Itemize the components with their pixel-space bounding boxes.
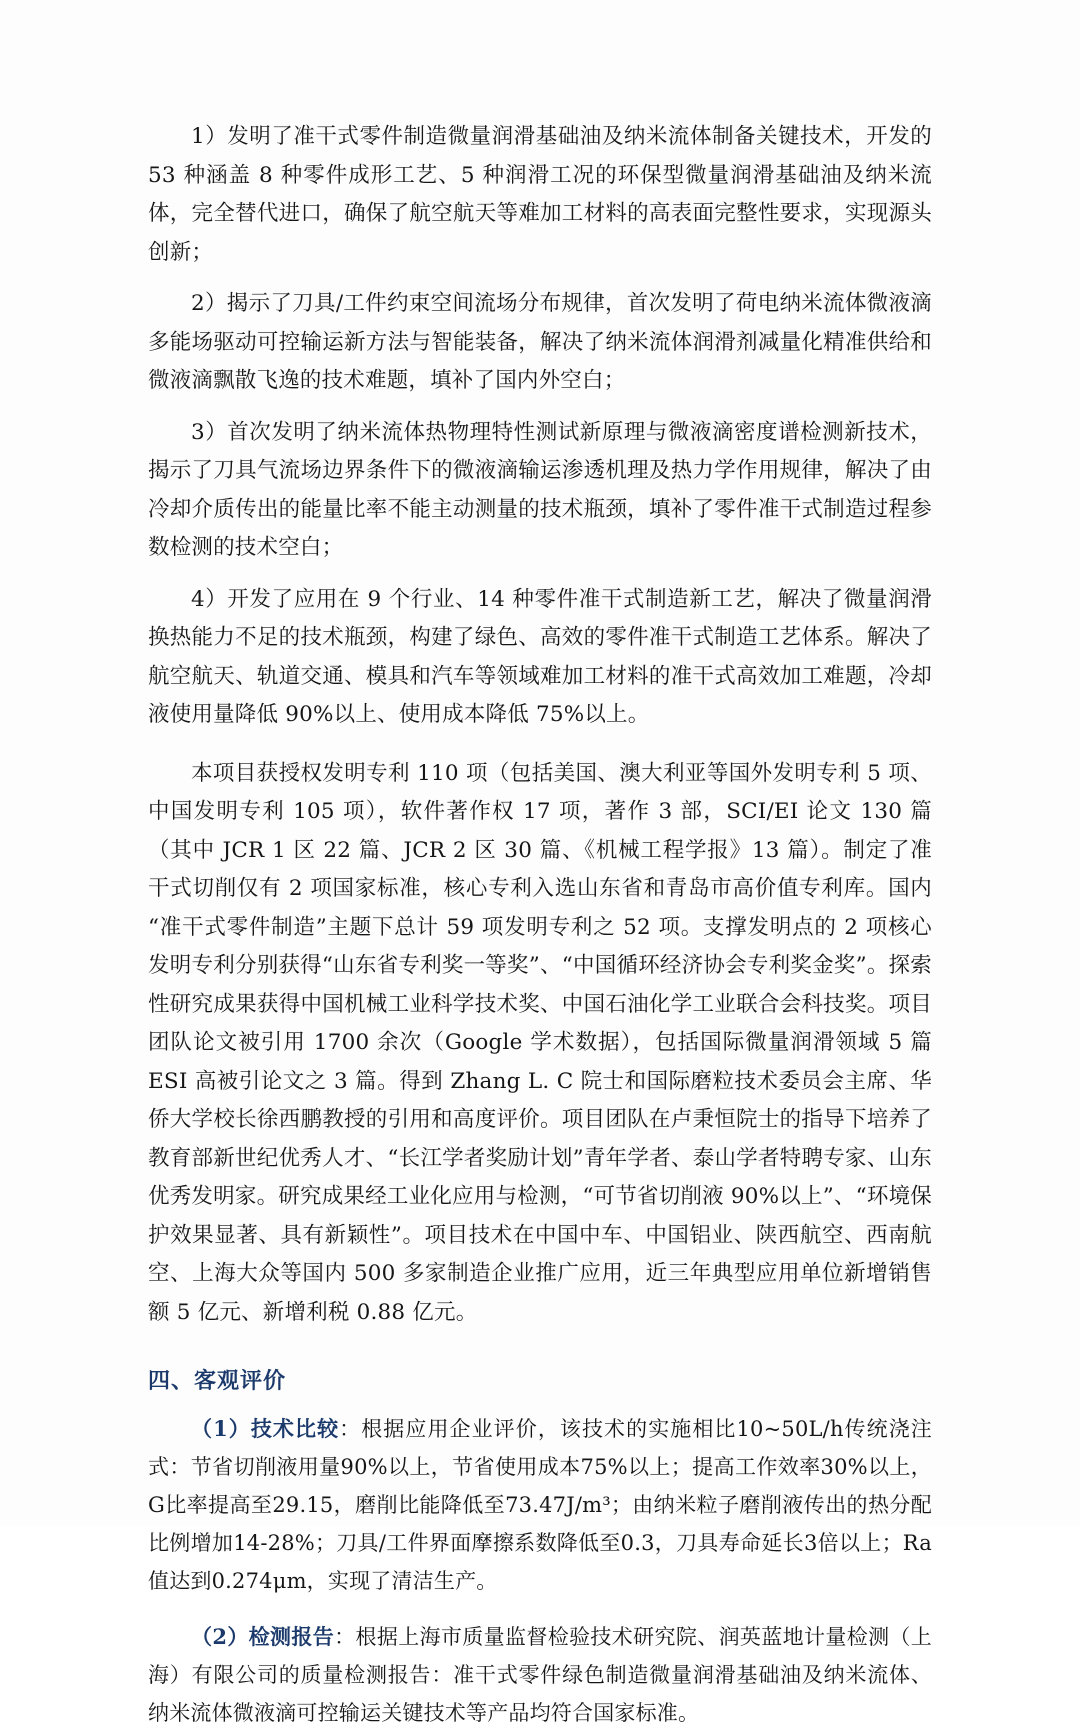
evaluation-item-2-separator: ： xyxy=(334,1625,356,1649)
paragraph-2: 2）揭示了刀具/工件约束空间流场分布规律，首次发明了荷电纳米流体微液滴多能场驱动可控输运新方法与智能装备，解决了纳米流体润滑剂减量化精准供给和微液滴飘散飞逸的技术难题，填补了国内外空白； xyxy=(148,291,932,393)
evaluation-item-2-label: （2）检测报告 xyxy=(191,1624,335,1649)
paragraph-4: 4）开发了应用在 9 个行业、14 种零件准干式制造新工艺，解决了微量润滑换热能力不足的技术瓶颈，构建了绿色、高效的零件准干式制造工艺体系。解决了航空航天、轨道交通、模具和汽车等领域难加工材料的准干式高效加工难题，冷却液使用量降低 90%以上、使用成本降低 75%以上。 xyxy=(148,586,932,727)
evaluation-item-1-separator: ： xyxy=(339,1417,362,1441)
paragraph-1: 1）发明了准干式零件制造微量润滑基础油及纳米流体制备关键技术，开发的 53 种涵盖 8 种零件成形工艺、5 种润滑工况的环保型微量润滑基础油及纳米流体，完全替代进口，确保了航空航天等难加工材料的高表面完整性要求，实现源头创新； xyxy=(148,124,932,265)
paragraph-5: 本项目获授权发明专利 110 项（包括美国、澳大利亚等国外发明专利 5 项、中国发明专利 105 项），软件著作权 17 项，著作 3 部，SCI/EI 论文 130 篇（其中 JCR 1 区 22 篇、JCR 2 区 30 篇、《机械工程学报》13 篇）。制定了准干式切削仅有 2 项国家标准，核心专利入选山东省和青岛市高价值专利库。国内“准干式零件制造”主题下总计 59 项发明专利之 52 项。支撑发明点的 2 项核心发明专利分别获得“山东省专利奖一等奖”、“中国循环经济协会专利奖金奖”。探索性研究成果获得中国机械工业科学技术奖、中国石油化学工业联合会科技奖。项目团队论文被引用 1700 余次（Google 学术数据），包括国际微量润滑领域 5 篇 ESI 高被引论文之 3 篇。得到 Zhang L. C 院士和国际磨粒技术委员会主席、华侨大学校长徐西鹏教授的引用和高度评价。项目团队在卢秉恒院士的指导下培养了教育部新世纪优秀人才、“长江学者奖励计划”青年学者、泰山学者特聘专家、山东优秀发明家。研究成果经工业化应用与检测，“可节省切削液 90%以上”、“环境保护效果显著、具有新颖性”。项目技术在中国中车、中国铝业、陕西航空、西南航空、上海大众等国内 500 多家制造企业推广应用，近三年典型应用单位新增销售额 5 亿元、新增利税 0.88 亿元。 xyxy=(148,760,932,1325)
evaluation-item-1-label: （1）技术比较 xyxy=(191,1416,340,1441)
evaluation-item-2 xyxy=(148,1618,932,1732)
evaluation-item-1-text: 根据应用企业评价，该技术的实施相比10~50L/h传统浇注式：节省切削液用量90%以上，节省使用成本75%以上；提高工作效率30%以上，G比率提高至29.15，磨削比能降低至73.47J/m³；由纳米粒子磨削液传出的热分配比例增加14-28%；刀具/工件界面摩擦系数降低至0.3，刀具寿命延长3倍以上；Ra值达到0.274μm，实现了清洁生产。 xyxy=(148,1417,932,1593)
section-heading-objective-evaluation: 四、客观评价 xyxy=(148,1368,287,1394)
paragraph-3: 3）首次发明了纳米流体热物理特性测试新原理与微液滴密度谱检测新技术，揭示了刀具气流场边界条件下的微液滴输运渗透机理及热力学作用规律，解决了由冷却介质传出的能量比率不能主动测量的技术瓶颈，填补了零件准干式制造过程参数检测的技术空白； xyxy=(148,419,932,560)
evaluation-item-1 xyxy=(148,1410,932,1600)
evaluation-item-2-text: 根据上海市质量监督检验技术研究院、润英蓝地计量检测（上海）有限公司的质量检测报告：准干式零件绿色制造微量润滑基础油及纳米流体、纳米流体微液滴可控输运关键技术等产品均符合国家标准。 xyxy=(148,1625,932,1725)
